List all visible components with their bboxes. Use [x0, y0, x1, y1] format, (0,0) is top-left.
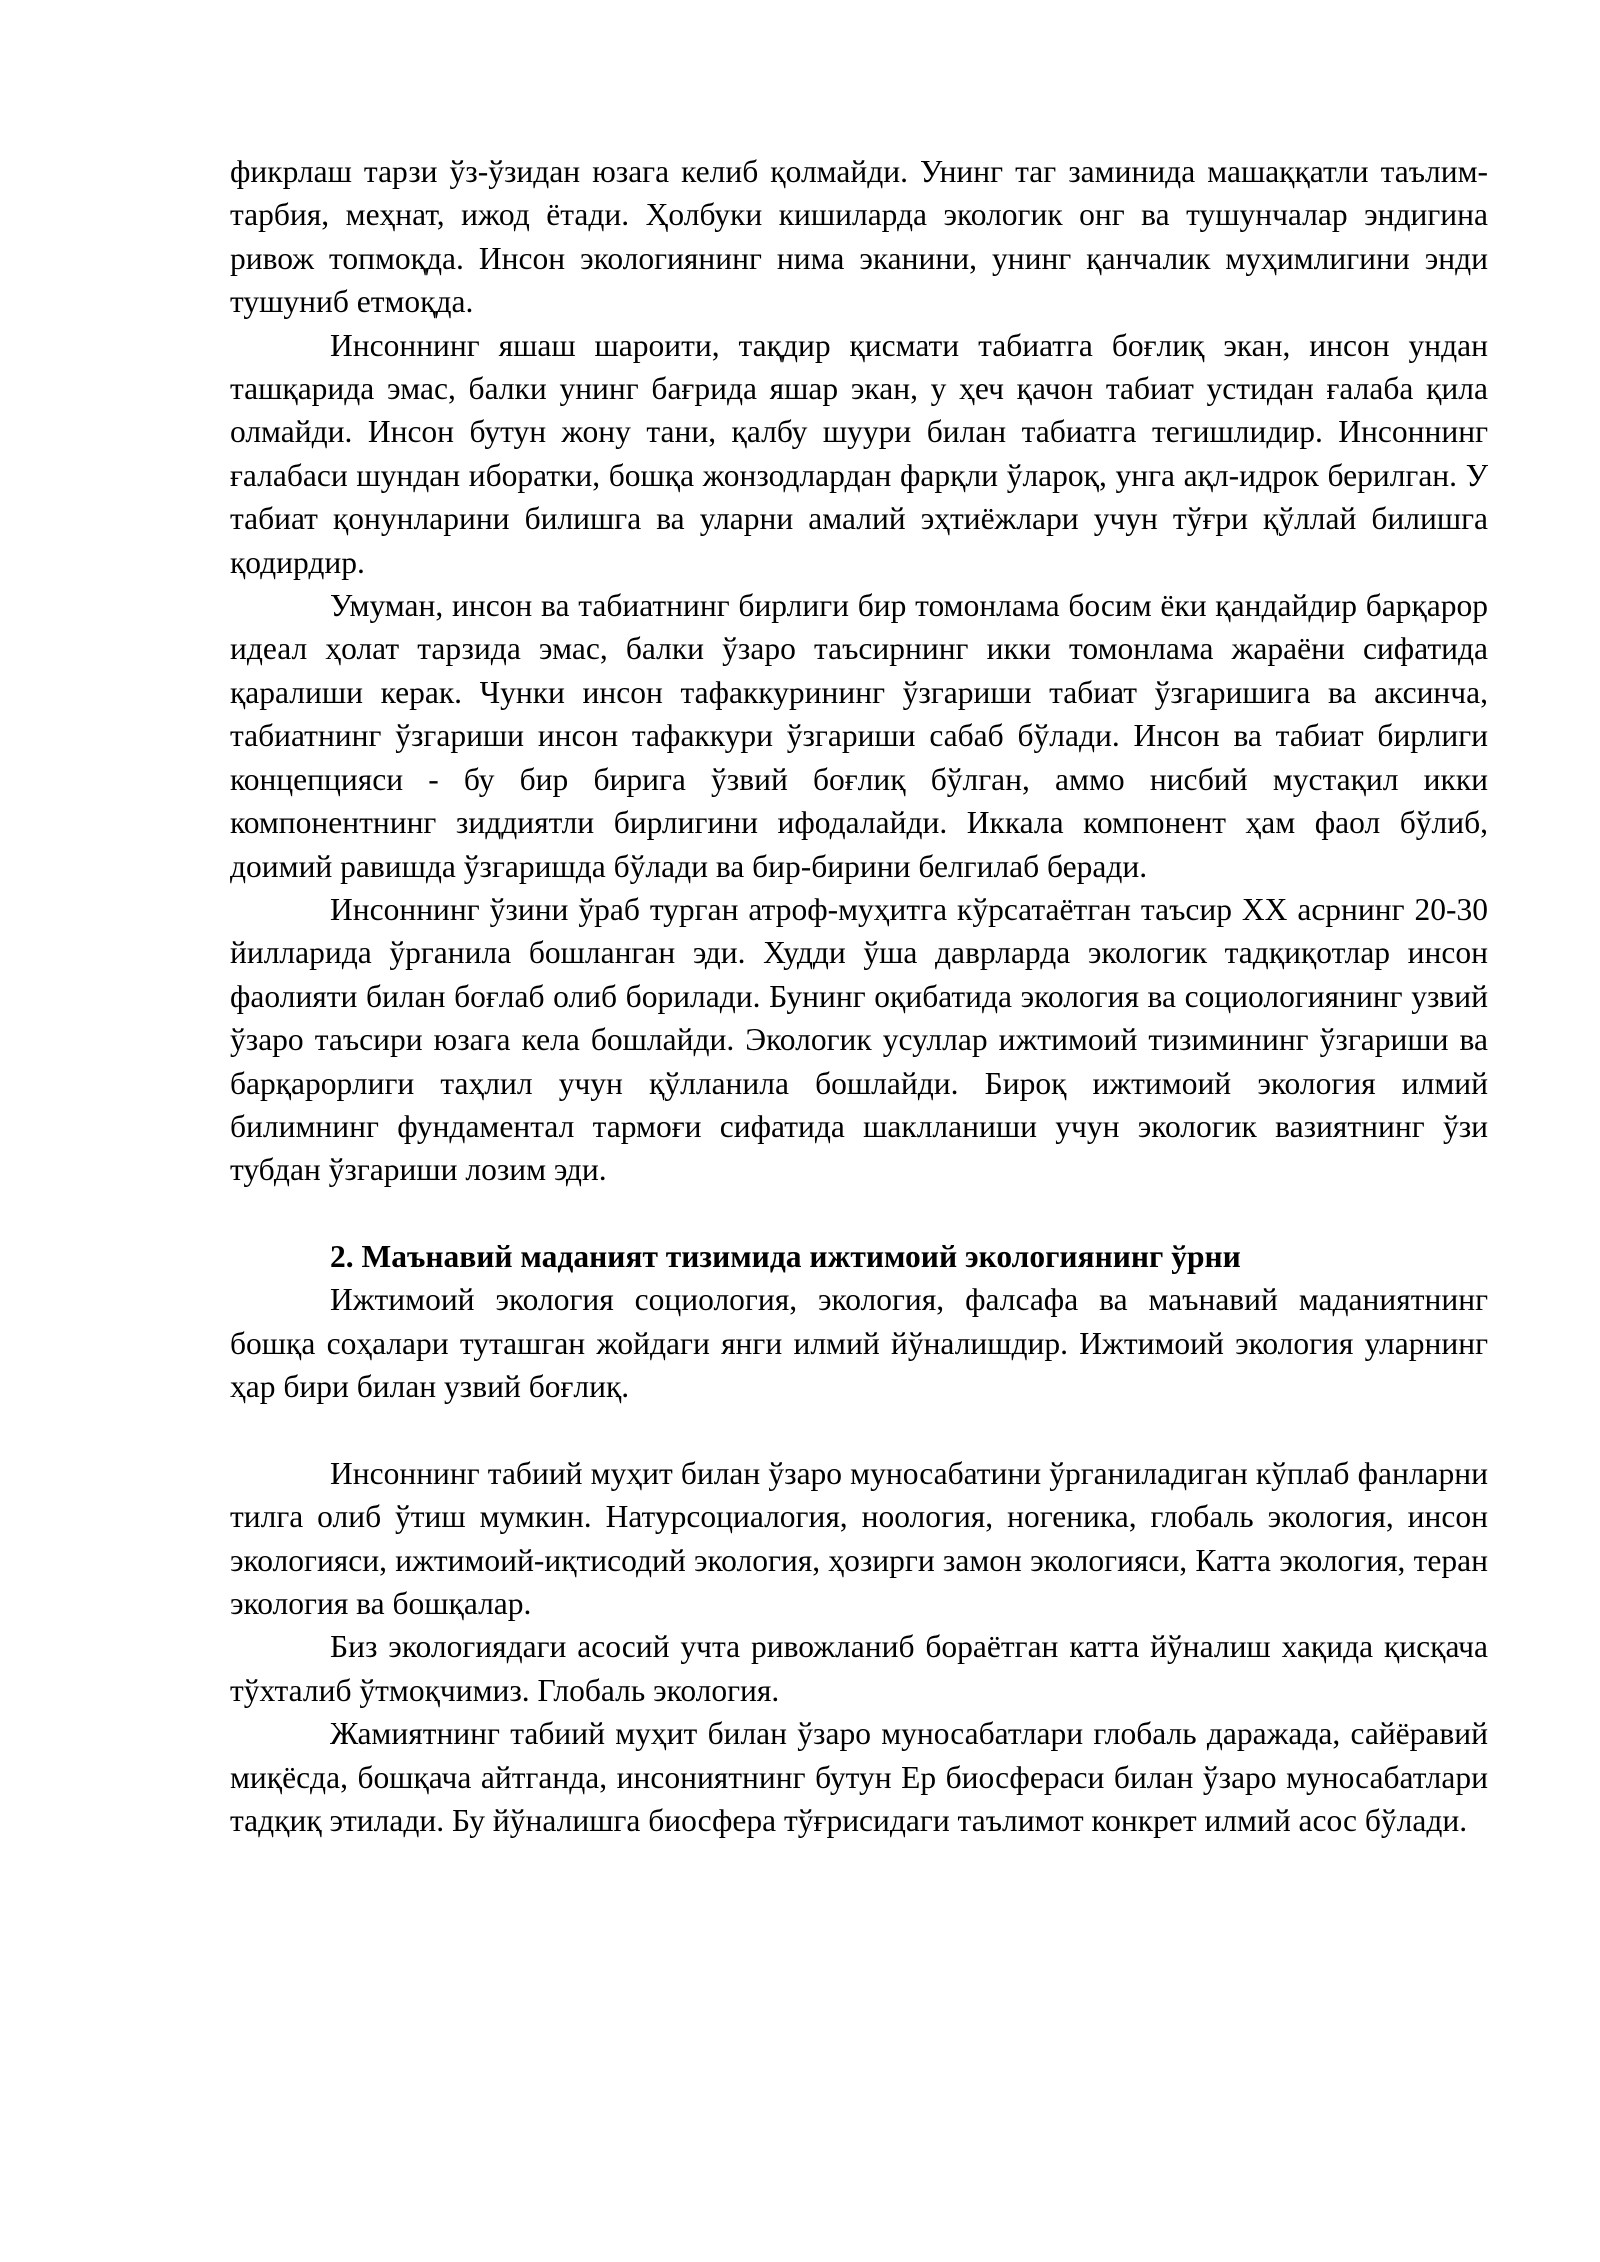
- paragraph-1: фикрлаш тарзи ўз-ўзидан юзага келиб қолмайди. Унинг таг заминида машаққатли таълим-тарбия, меҳнат, ижод ётади. Ҳолбуки кишиларда экологик онг ва тушунчалар эндигина ривож топмоқда. Инсон экологиянинг нима эканини, унинг қанчалик муҳимлигини энди тушуниб етмоқда.: [230, 154, 1488, 320]
- document-page: [230, 150, 1488, 1842]
- paragraph-4: Инсоннинг ўзини ўраб турган атроф-муҳитга кўрсатаётган таъсир XX асрнинг 20-30 йилларида ўрганила бошланган эди. Худди ўша даврларда экологик тадқиқотлар инсон фаолияти билан боғлаб олиб борилади. Бунинг оқибатида экология ва социологиянинг узвий ўзаро таъсири юзага кела бошлайди. Экологик усуллар ижтимоий тизимининг ўзгариши ва барқарорлиги таҳлил учун қўлланила бошлайди. Бироқ ижтимоий экология илмий билимнинг фундаментал тармоғи сифатида шаклланиши учун экологик вазиятнинг ўзи тубдан ўзгариши лозим эди.: [230, 891, 1488, 1188]
- paragraph-5: Ижтимоий экология социология, экология, фалсафа ва маънавий маданиятнинг бошқа соҳалари туташган жойдаги янги илмий йўналишдир. Ижтимоий экология уларнинг ҳар бири билан узвий боғлиқ.: [230, 1282, 1488, 1404]
- section-heading: 2. Маънавий маданият тизимида ижтимоий экологиянинг ўрни: [330, 1238, 1241, 1274]
- blank-line: [230, 1408, 1488, 1451]
- paragraph-8: Жамиятнинг табиий муҳит билан ўзаро муносабатлари глобаль даражада, сайёравий миқёсда, бошқача айтганда, инсониятнинг бутун Ер биосфераси билан ўзаро муносабатлари тадқиқ этилади. Бу йўналишга биосфера тўғрисидаги таълимот конкрет илмий асос бўлади.: [230, 1716, 1488, 1839]
- paragraph-2: Инсоннинг яшаш шароити, тақдир қисмати табиатга боғлиқ экан, инсон ундан ташқарида эмас, балки унинг бағрида яшар экан, у ҳеч қачон табиат устидан ғалаба қила олмайди. Инсон бутун жону тани, қалбу шуури билан табиатга тегишлидир. Инсоннинг ғалабаси шундан иборатки, бошқа жонзодлардан фарқли ўлароқ, унга ақл-идрок берилган. У табиат қонунларини билишга ва уларни амалий эҳтиёжлари учун тўғри қўллай билишга қодирдир.: [230, 327, 1488, 580]
- paragraph-3: Умуман, инсон ва табиатнинг бирлиги бир томонлама босим ёки қандайдир барқарор идеал ҳолат тарзида эмас, балки ўзаро таъсирнинг икки томонлама жараёни сифатида қаралиши керак. Чунки инсон тафаккурининг ўзгариши табиат ўзгаришига ва аксинча, табиатнинг ўзгариши инсон тафаккури ўзгариши сабаб бўлади. Инсон ва табиат бирлиги концепцияси - бу бир бирига ўзвий боғлиқ бўлган, аммо нисбий мустақил икки компонентнинг зиддиятли бирлигини ифодалайди. Иккала компонент ҳам фаол бўлиб, доимий равишда ўзгаришда бўлади ва бир-бирини белгилаб беради.: [230, 588, 1488, 884]
- paragraph-6: Инсоннинг табиий муҳит билан ўзаро муносабатини ўрганиладиган кўплаб фанларни тилга олиб ўтиш мумкин. Натурсоциалогия, ноология, ногеника, глобаль экология, инсон экологияси, ижтимоий-иқтисодий экология, ҳозирги замон экологияси, Катта экология, теран экология ва бошқалар.: [230, 1455, 1488, 1621]
- paragraph-7: Биз экологиядаги асосий учта ривожланиб бораётган катта йўналиш хақида қисқача тўхталиб ўтмоқчимиз. Глобаль экология.: [230, 1629, 1488, 1708]
